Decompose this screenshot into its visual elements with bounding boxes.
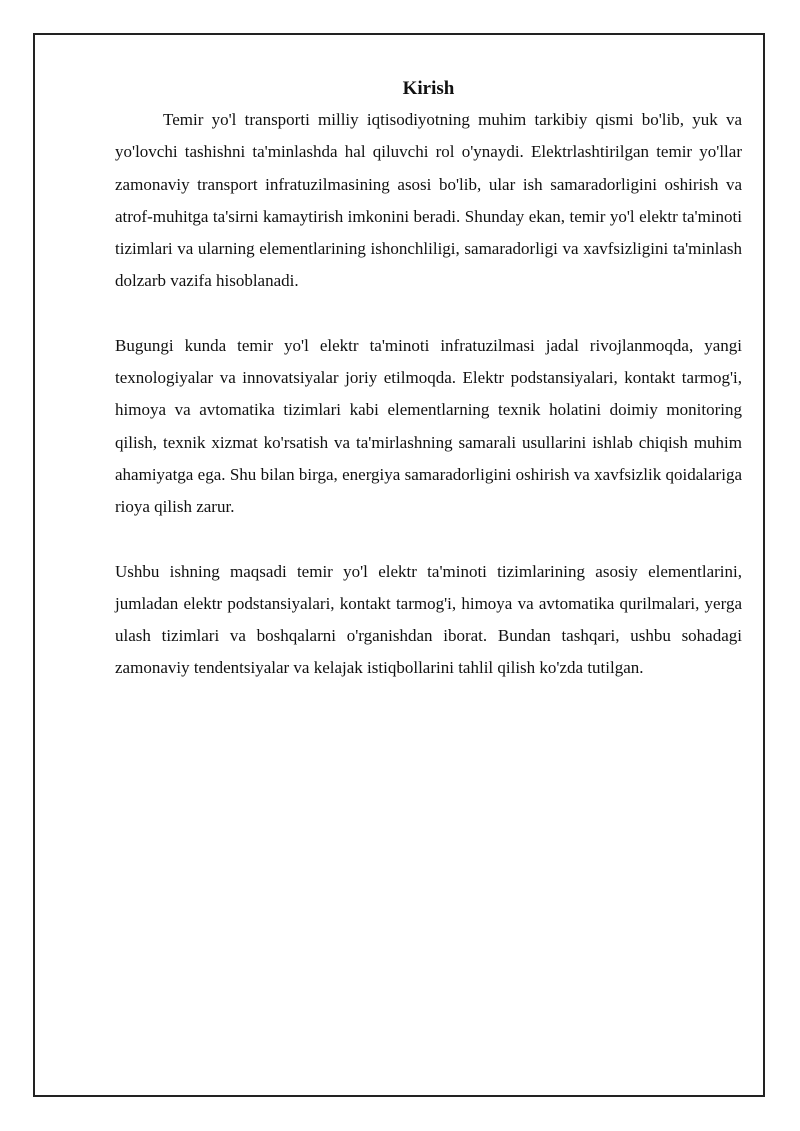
document-body xyxy=(115,74,742,685)
paragraph-3: Ushbu ishning maqsadi temir yo'l elektr ta'minoti tizimlarining asosiy elementlarini, jumladan elektr podstansiyalari, kontakt tarmog'i, himoya va avtomatika qurilmalari, yerga ulash tizimlari va boshqalarni o'rganishdan iborat. Bundan tashqari, ushbu sohadagi zamonaviy tendentsiyalar va kelajak istiqbollarini tahlil qilish ko'zda tutilgan. xyxy=(115,561,742,678)
paragraph-spacer xyxy=(115,524,742,556)
document-title: Kirish xyxy=(402,78,455,99)
paragraph-1: Temir yo'l transporti milliy iqtisodiyotning muhim tarkibiy qismi bo'lib, yuk va yo'lovchi tashishni ta'minlashda hal qiluvchi rol o'ynaydi. Elektrlashtirilgan temir yo'llar zamonaviy transport infratuzilmasining asosi bo'lib, ular ish samaradorligini oshirish va atrof-muhitga ta'sirni kamaytirish imkonini beradi. Shunday ekan, temir yo'l elektr ta'minoti tizimlari va ularning elementlarining ishonchliligi, samaradorligi va xavfsizligini ta'minlash dolzarb vazifa hisoblanadi. xyxy=(115,110,742,291)
paragraph-2: Bugungi kunda temir yo'l elektr ta'minoti infratuzilmasi jadal rivojlanmoqda, yangi texnologiyalar va innovatsiyalar joriy etilmoqda. Elektr podstansiyalari, kontakt tarmog'i, himoya va avtomatika tizimlari kabi elementlarning texnik holatini doimiy monitoring qilish, texnik xizmat ko'rsatish va ta'mirlashning samarali usullarini ishlab chiqish muhim ahamiyatga ega. Shu bilan birga, energiya samaradorligini oshirish va xavfsizlik qoidalariga rioya qilish zarur. xyxy=(115,335,742,517)
paragraph-spacer xyxy=(115,298,742,330)
